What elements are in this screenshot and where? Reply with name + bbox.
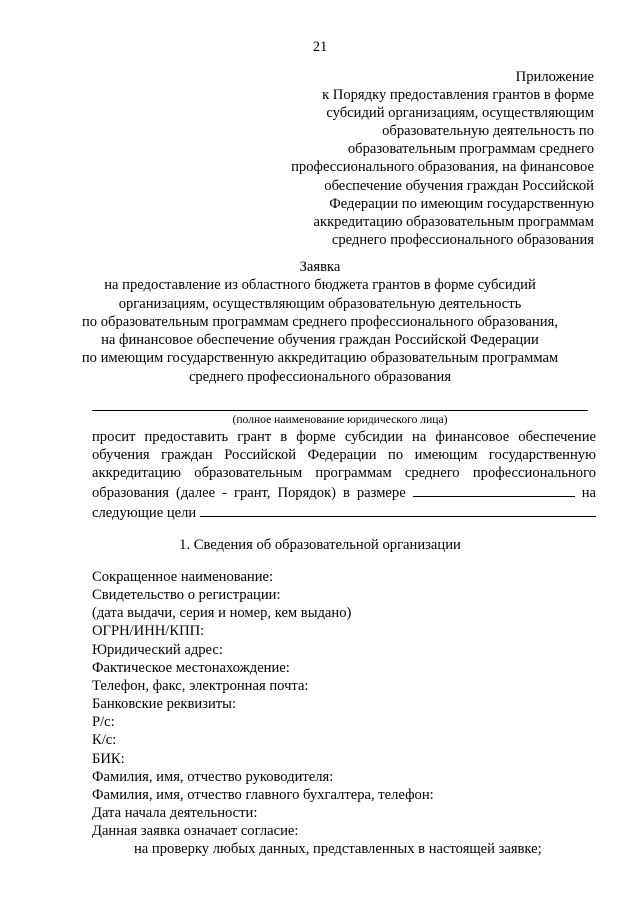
purpose-prefix: следующие цели <box>92 505 197 522</box>
field-label: (дата выдачи, серия и номер, кем выдано) <box>92 605 352 622</box>
request-amount-line <box>92 482 596 502</box>
field-label: Р/с: <box>92 714 115 731</box>
application-subtitle-line: организациям, осуществляющим образовательную деятельность <box>118 295 522 312</box>
application-subtitle-line: по образовательным программам среднего профессионального образования, <box>82 313 558 330</box>
section-title: 1. Сведения об образовательной организации <box>179 537 461 553</box>
field-label: Юридический адрес: <box>92 641 223 658</box>
appendix-line: Приложение <box>515 69 594 85</box>
appendix-line: обеспечение обучения граждан Российской <box>324 177 594 194</box>
amount-prefix: образования (далее - грант, Порядок) в размере <box>92 485 406 502</box>
field-label: ОГРН/ИНН/КПП: <box>92 623 205 640</box>
appendix-block <box>234 68 594 249</box>
application-title: Заявка <box>299 259 341 275</box>
appendix-line: профессионального образования, на финансовое <box>291 159 594 176</box>
field-label: Фактическое местонахождение: <box>92 659 290 676</box>
appendix-line: образовательным программам среднего <box>347 141 594 158</box>
field-label: Свидетельство о регистрации: <box>92 587 281 604</box>
request-line: аккредитацию образовательным программам среднего профессионального <box>92 465 596 482</box>
application-subtitle-line: на предоставление из областного бюджета грантов в форме субсидий <box>104 277 536 294</box>
application-subtitle-line: на финансовое обеспечение обучения граждан Российской Федерации <box>101 332 539 349</box>
appendix-line: к Порядку предоставления грантов в форме <box>322 87 594 104</box>
field-label: Данная заявка означает согласие: <box>92 823 299 840</box>
page-number: 21 <box>312 39 328 55</box>
field-label: К/с: <box>92 732 117 749</box>
field-label: Телефон, факс, электронная почта: <box>92 677 309 694</box>
appendix-line: среднего профессионального образования <box>331 231 594 248</box>
amount-suffix: на <box>581 485 596 502</box>
appendix-line: аккредитацию образовательным программам <box>313 213 594 230</box>
field-label: Фамилия, имя, отчество главного бухгалтера, телефон: <box>92 786 434 803</box>
appendix-line: образовательную деятельность по <box>382 123 594 140</box>
appendix-line: Федерации по имеющим государственную <box>329 195 594 212</box>
grant-amount-field[interactable] <box>413 482 575 497</box>
organization-name-field[interactable] <box>92 410 588 411</box>
request-paragraph <box>92 428 596 522</box>
appendix-line: субсидий организациям, осуществляющим <box>326 105 594 122</box>
field-label: Сокращенное наименование: <box>92 569 274 585</box>
grant-purpose-field[interactable] <box>200 502 596 517</box>
application-subtitle-line: среднего профессионального образования <box>188 368 452 385</box>
request-line: обучения граждан Российской Федерации по имеющим государственную <box>92 447 596 464</box>
request-purpose-line <box>92 502 596 522</box>
field-label: БИК: <box>92 750 125 767</box>
organization-name-caption: (полное наименование юридического лица) <box>232 413 448 426</box>
application-heading <box>0 258 640 386</box>
field-label: Фамилия, имя, отчество руководителя: <box>92 768 334 785</box>
request-line: просит предоставить грант в форме субсидии на финансовое обеспечение <box>92 429 596 445</box>
field-label: Банковские реквизиты: <box>92 696 236 713</box>
organization-details-list <box>92 568 596 859</box>
application-subtitle-line: по имеющим государственную аккредитацию образовательным программам <box>81 350 559 367</box>
field-label: Дата начала деятельности: <box>92 805 258 822</box>
consent-item: на проверку любых данных, представленных в настоящей заявке; <box>134 841 542 858</box>
